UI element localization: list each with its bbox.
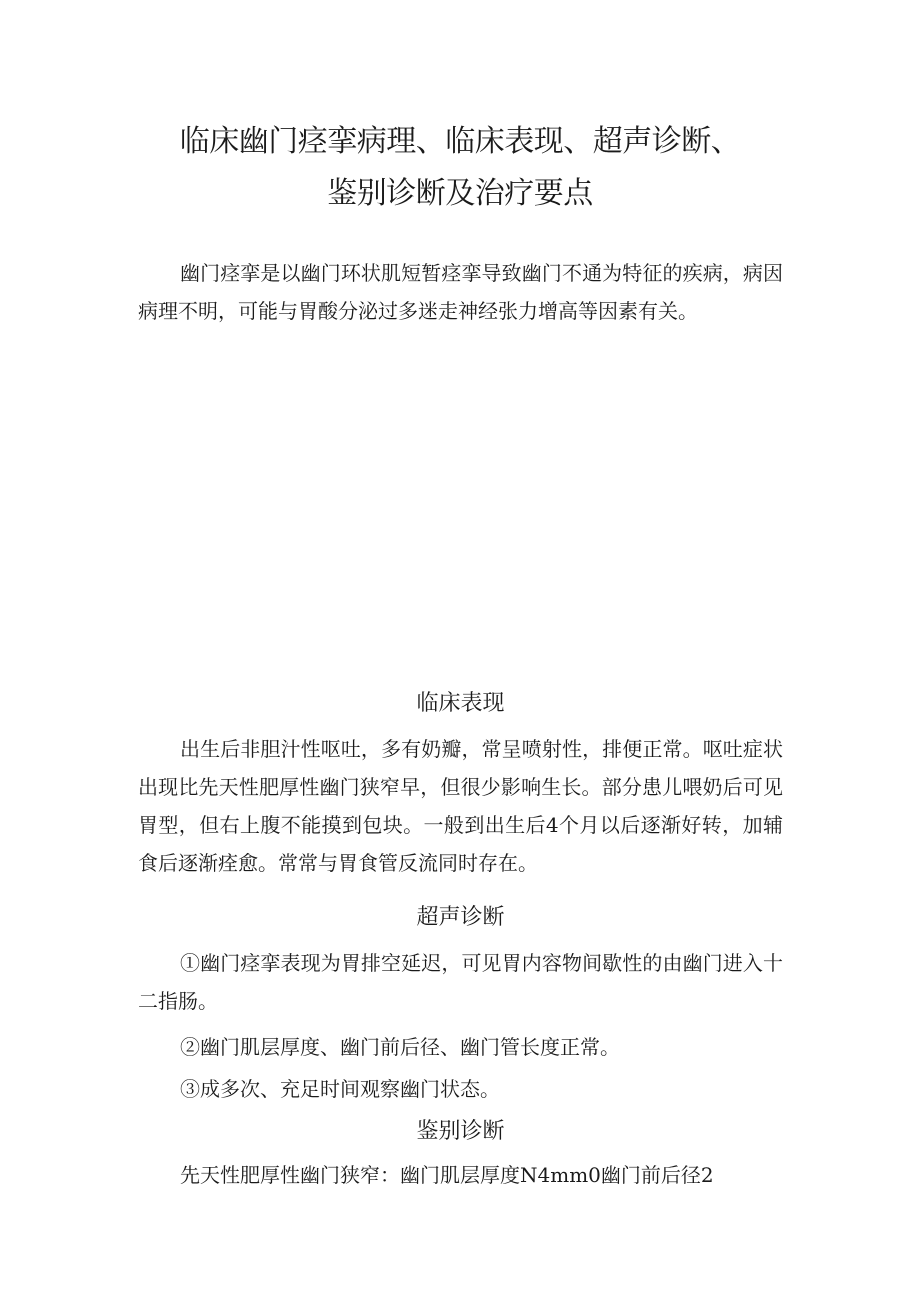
section-heading-ultrasound: 超声诊断 (416, 905, 505, 930)
document-title (140, 116, 780, 220)
ultrasound-item-2: ②幽门肌层厚度、幽门前后径、幽门管长度正常。 (180, 1035, 620, 1059)
ultrasound-item-3: ③成多次、充足时间观察幽门状态。 (180, 1077, 500, 1101)
differential-paragraph: 先天性肥厚性幽门狭窄：幽门肌层厚度N4mm0幽门前后径2 (180, 1163, 714, 1187)
ultrasound-item-1: ①幽门痉挛表现为胃排空延迟，可见胃内容物间歇性的由幽门进入十二指肠。 (138, 951, 783, 1013)
intro-paragraph: 幽门痉挛是以幽门环状肌短暂痉挛导致幽门不通为特征的疾病，病因病理不明，可能与胃酸分泌过多迷走神经张力增高等因素有关。 (138, 261, 783, 323)
section-heading-differential: 鉴别诊断 (416, 1119, 505, 1144)
section-heading-clinical: 临床表现 (416, 691, 505, 716)
title-line-2: 鉴别诊断及治疗要点 (327, 176, 593, 211)
title-line-1: 临床幽门痉挛病理、临床表现、超声诊断、 (179, 124, 741, 159)
clinical-paragraph: 出生后非胆汁性呕吐，多有奶瓣，常呈喷射性，排便正常。呕吐症状出现比先天性肥厚性幽门狭窄早，但很少影响生长。部分患儿喂奶后可见胃型，但右上腹不能摸到包块。一般到出生后4个月以后逐渐好转，加辅食后逐渐痊愈。常常与胃食管反流同时存在。 (138, 737, 783, 875)
